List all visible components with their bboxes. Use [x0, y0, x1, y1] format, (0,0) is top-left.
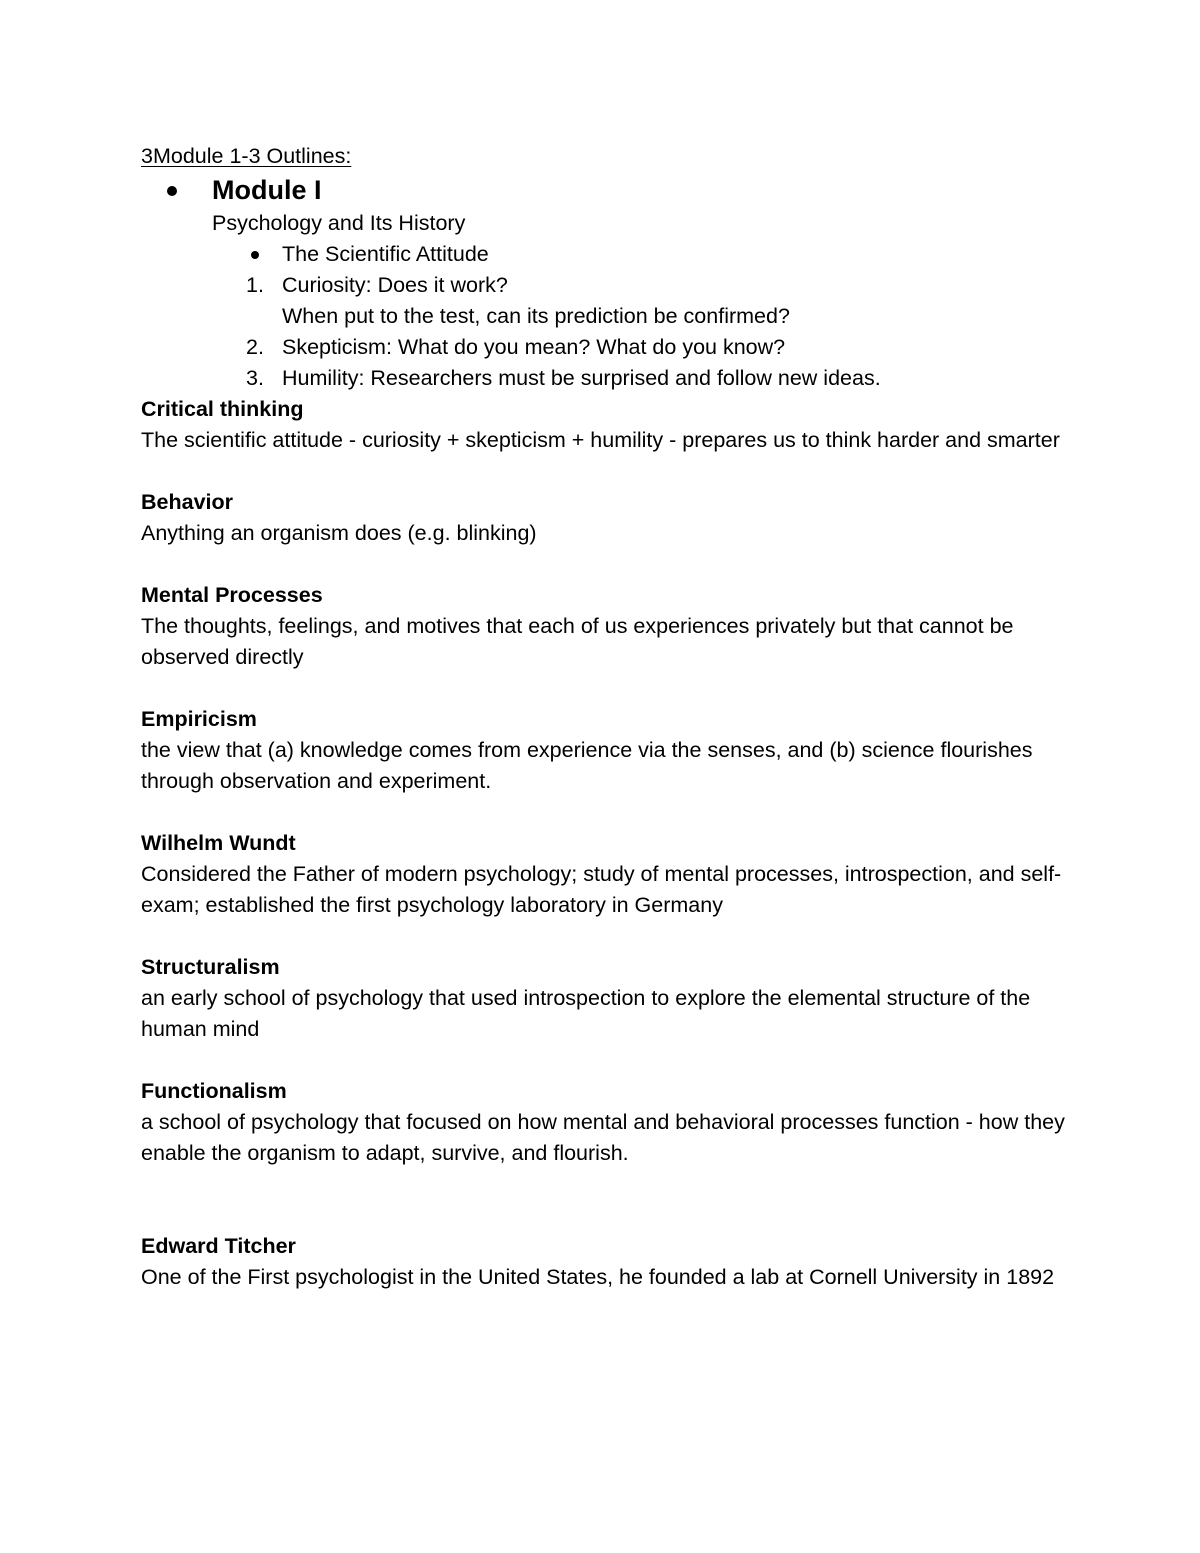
term-mental-processes: [141, 580, 1081, 673]
bullet-item-text: The Scientific Attitude: [282, 242, 489, 266]
term-wilhelm-wundt: [141, 828, 1081, 921]
term-heading: Structuralism: [141, 955, 280, 979]
term-heading: Critical thinking: [141, 397, 304, 421]
term-definition: Anything an organism does (e.g. blinking): [141, 521, 537, 545]
numbered-list-item: [246, 363, 1081, 394]
bullet-list-item: [282, 239, 1081, 270]
module-heading: Module I: [212, 175, 322, 205]
term-definition: The scientific attitude - curiosity + skepticism + humility - prepares us to think harder and smarter: [141, 428, 1060, 452]
numbered-item-line: Skepticism: What do you mean? What do you know?: [282, 335, 786, 359]
term-heading: Mental Processes: [141, 583, 323, 607]
document-title: 3Module 1-3 Outlines:: [141, 144, 352, 168]
term-heading: Behavior: [141, 490, 234, 514]
numbered-item-line: Humility: Researchers must be surprised and follow new ideas.: [282, 366, 881, 390]
numbered-item-line: When put to the test, can its prediction be confirmed?: [282, 304, 790, 328]
term-functionalism: [141, 1076, 1081, 1169]
term-definition: the view that (a) knowledge comes from experience via the senses, and (b) science flourishes through observation and experiment.: [141, 738, 1033, 793]
term-definition: a school of psychology that focused on how mental and behavioral processes function - how they enable the organism to adapt, survive, and flourish.: [141, 1110, 1065, 1165]
term-heading: Empiricism: [141, 707, 257, 731]
term-edward-titcher: [141, 1231, 1081, 1293]
term-heading: Wilhelm Wundt: [141, 831, 296, 855]
list-number: 1.: [246, 273, 264, 297]
term-structuralism: [141, 952, 1081, 1045]
term-definition: One of the First psychologist in the United States, he founded a lab at Cornell University in 1892: [141, 1265, 1055, 1289]
bullet-icon: [251, 251, 259, 259]
numbered-list-item: [246, 270, 1081, 332]
module-outline-list: [141, 239, 1081, 394]
numbered-item-line: Curiosity: Does it work?: [282, 273, 508, 297]
term-definition: The thoughts, feelings, and motives that each of us experiences privately but that cannot be observed directly: [141, 614, 1014, 669]
term-behavior: [141, 487, 1081, 549]
term-critical-thinking: [141, 394, 1081, 456]
numbered-list-item: [246, 332, 1081, 363]
term-definition: Considered the Father of modern psychology; study of mental processes, introspection, and self-exam; established the first psychology laboratory in Germany: [141, 862, 1062, 917]
term-empiricism: [141, 704, 1081, 797]
module-list-item: [212, 172, 1081, 208]
document-page: [141, 141, 1081, 1293]
bullet-icon: [167, 186, 177, 196]
module-subtitle: Psychology and Its History: [212, 211, 466, 235]
list-number: 3.: [246, 366, 264, 390]
term-heading: Functionalism: [141, 1079, 287, 1103]
list-number: 2.: [246, 335, 264, 359]
term-definition: an early school of psychology that used introspection to explore the elemental structure of the human mind: [141, 986, 1031, 1041]
term-heading: Edward Titcher: [141, 1234, 296, 1258]
